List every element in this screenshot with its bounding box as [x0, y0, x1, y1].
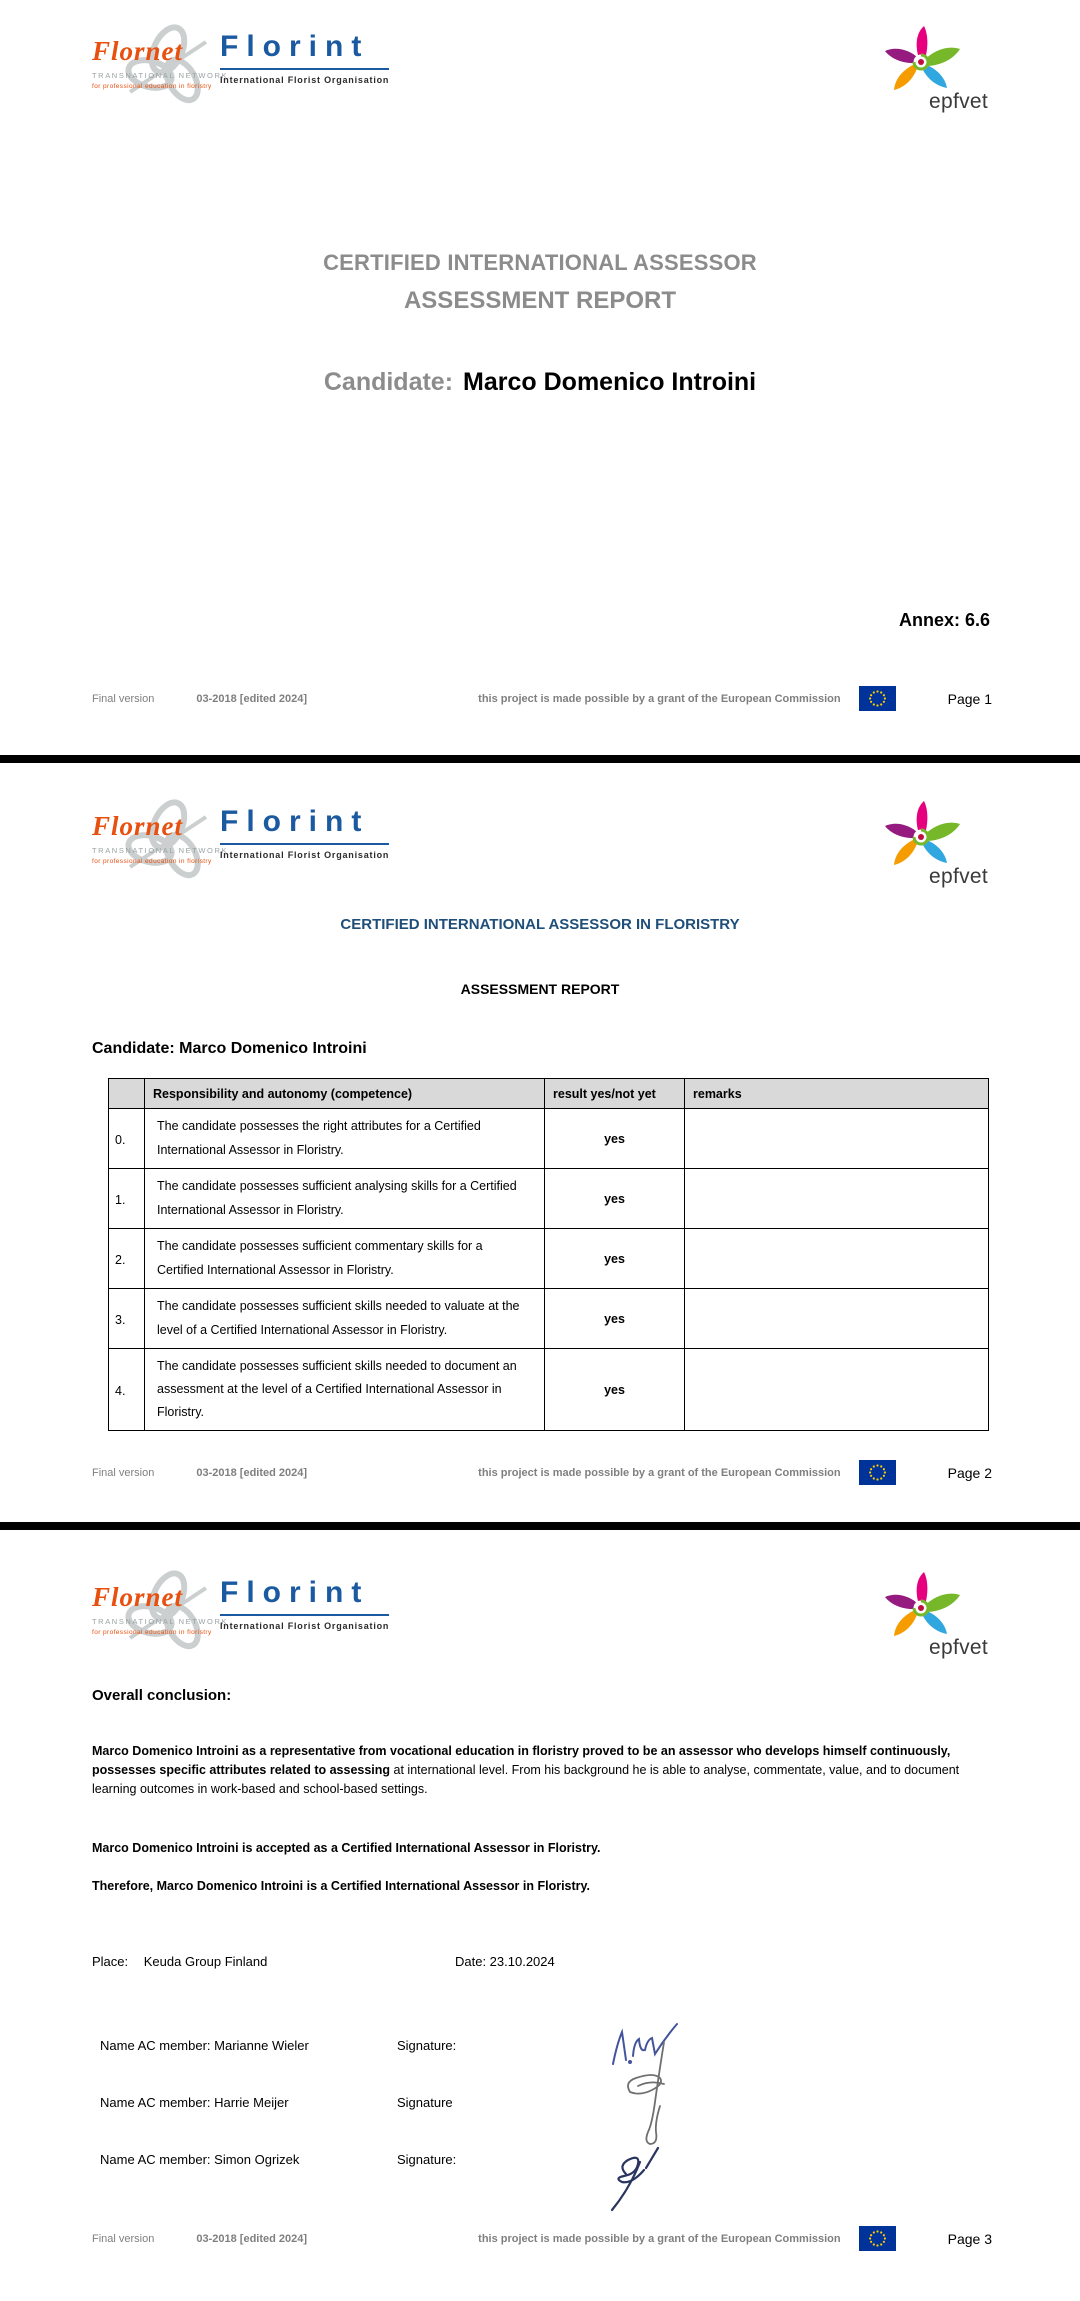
place-label: Place: — [92, 1954, 129, 1969]
florint-logo-text: Florint — [220, 1578, 389, 1616]
competence-text: The candidate possesses sufficient skills needed to valuate at the level of a Certified International Assessor in Floristry. — [145, 1289, 545, 1349]
florint-tagline: International Florist Organisation — [220, 75, 390, 85]
header-cell-num — [109, 1079, 145, 1109]
remarks-value — [685, 1169, 989, 1229]
table-row — [109, 1229, 989, 1289]
florint-tagline: International Florist Organisation — [220, 850, 390, 860]
florint-logo-text: Florint — [220, 807, 389, 845]
row-number: 3. — [109, 1289, 145, 1349]
annex-label: Annex: 6.6 — [898, 610, 990, 630]
epfvet-logo-text: epfvet — [928, 1636, 988, 1659]
footer-grant-note: this project is made possible by a grant of the European Commission — [478, 2232, 841, 2245]
page1-header — [92, 24, 988, 116]
row-number: 2. — [109, 1229, 145, 1289]
conclusion-bold-text: Marco Domenico Introini as a representative from vocational education in floristry proved to be an assessor who develops himself continuously, possesses specific attributes related to assessing — [92, 1744, 951, 1777]
result-value: yes — [545, 1289, 685, 1349]
florint-tagline: International Florist Organisation — [220, 1621, 390, 1631]
table-row — [109, 1289, 989, 1349]
eu-flag-icon — [859, 2226, 896, 2251]
footer-grant-note: this project is made possible by a grant of the European Commission — [478, 692, 841, 705]
remarks-value — [685, 1109, 989, 1169]
flornet-logo-text: Flornet — [92, 1582, 184, 1612]
flornet-tagline-2: for professional education in floristry — [92, 858, 212, 865]
remarks-value — [685, 1349, 989, 1431]
conclusion-title: Overall conclusion: — [92, 1687, 232, 1704]
result-value: yes — [545, 1169, 685, 1229]
flornet-tagline-2: for professional education in floristry — [92, 1629, 212, 1636]
remarks-value — [685, 1229, 989, 1289]
flornet-logo — [92, 811, 229, 865]
remarks-value — [685, 1289, 989, 1349]
page2-footer — [92, 1460, 992, 1485]
table-header-row — [109, 1079, 989, 1109]
page-number: Page 2 — [947, 1464, 992, 1481]
florint-logo — [220, 32, 389, 85]
competence-text: The candidate possesses the right attributes for a Certified International Assessor in Floristry. — [145, 1109, 545, 1169]
document-page-1 — [0, 0, 1080, 755]
flornet-tagline-2: for professional education in floristry — [92, 83, 212, 90]
signature-row — [100, 2095, 980, 2110]
flornet-logo-text: Flornet — [92, 36, 184, 66]
table-row — [109, 1169, 989, 1229]
page2-header — [92, 799, 988, 891]
florint-logo — [220, 1578, 389, 1631]
flornet-florint-logo — [92, 1570, 390, 1658]
signature-label: Signature — [397, 2095, 453, 2110]
conclusion-regular-text: at international level. From his background he is able to analyse, commentate, value, and to document learning outcomes in work-based and school-based settings. — [92, 1763, 960, 1796]
competence-text: The candidate possesses sufficient analysing skills for a Certified International Assessor in Floristry. — [145, 1169, 545, 1229]
flornet-logo — [92, 1582, 229, 1636]
page1-title-line2: ASSESSMENT REPORT — [403, 287, 677, 314]
row-number: 4. — [109, 1349, 145, 1431]
header-cell-remarks: remarks — [685, 1079, 989, 1109]
flornet-tagline-1: TRANSNATIONAL NETWORK — [92, 846, 229, 855]
flornet-logo — [92, 36, 229, 90]
page3-footer — [92, 2226, 992, 2251]
page1-footer — [92, 686, 992, 711]
page-separator — [0, 755, 1080, 763]
candidate-name: Marco Domenico Introini — [463, 368, 757, 396]
footer-version-label: Final version — [92, 692, 155, 705]
signature-label: Signature: — [397, 2038, 457, 2053]
footer-version-label: Final version — [92, 2232, 155, 2245]
date-value: Date: 23.10.2024 — [455, 1954, 555, 1969]
signature-simon-ogrizek — [600, 2140, 710, 2220]
document-page-2 — [0, 763, 1080, 1522]
eu-flag-icon — [859, 1460, 896, 1485]
flornet-tagline-1: TRANSNATIONAL NETWORK — [92, 71, 229, 80]
page-number: Page 3 — [947, 2230, 992, 2247]
header-cell-competence: Responsibility and autonomy (competence) — [145, 1079, 545, 1109]
ac-member-name: Name AC member: Harrie Meijer — [100, 2095, 289, 2110]
signature-row — [100, 2038, 980, 2053]
footer-version-date: 03-2018 [edited 2024] — [196, 1466, 308, 1479]
result-value: yes — [545, 1229, 685, 1289]
epfvet-logo — [878, 1570, 988, 1662]
table-row — [109, 1109, 989, 1169]
header-cell-result: result yes/not yet — [545, 1079, 685, 1109]
epfvet-logo-text: epfvet — [928, 90, 988, 113]
competence-text: The candidate possesses sufficient skills needed to document an assessment at the level of a Certified International Assessor in Floristry. — [145, 1349, 545, 1431]
acceptance-line: Marco Domenico Introini is accepted as a Certified International Assessor in Floristry. — [92, 1841, 601, 1855]
page2-heading: CERTIFIED INTERNATIONAL ASSESSOR IN FLORISTRY — [340, 916, 740, 933]
eu-flag-icon — [859, 686, 896, 711]
signature-label: Signature: — [397, 2152, 457, 2167]
footer-grant-note: this project is made possible by a grant of the European Commission — [478, 1466, 841, 1479]
page2-subheading: ASSESSMENT REPORT — [460, 981, 620, 997]
footer-version-date: 03-2018 [edited 2024] — [196, 692, 308, 705]
row-number: 0. — [109, 1109, 145, 1169]
epfvet-logo — [878, 24, 988, 116]
page2-candidate-line: Candidate: Marco Domenico Introini — [92, 1040, 367, 1057]
place-value: Keuda Group Finland — [143, 1954, 268, 1969]
florint-logo — [220, 807, 389, 860]
document-page-3 — [0, 1530, 1080, 2301]
epfvet-logo — [878, 799, 988, 891]
page-number: Page 1 — [947, 690, 992, 707]
flornet-logo-text: Flornet — [92, 811, 184, 841]
assessment-table — [108, 1078, 989, 1431]
epfvet-logo-text: epfvet — [928, 865, 988, 888]
florint-logo-text: Florint — [220, 32, 389, 70]
candidate-label: Candidate: — [323, 368, 454, 396]
competence-text: The candidate possesses sufficient commentary skills for a Certified International Assessor in Floristry. — [145, 1229, 545, 1289]
table-row — [109, 1349, 989, 1431]
row-number: 1. — [109, 1169, 145, 1229]
ac-member-name: Name AC member: Marianne Wieler — [100, 2038, 309, 2053]
page-separator — [0, 1522, 1080, 1530]
certification-line: Therefore, Marco Domenico Introini is a Certified International Assessor in Floristry. — [92, 1879, 591, 1893]
result-value: yes — [545, 1109, 685, 1169]
flornet-florint-logo — [92, 799, 390, 887]
result-value: yes — [545, 1349, 685, 1431]
ac-member-name: Name AC member: Simon Ogrizek — [100, 2152, 300, 2167]
conclusion-paragraph — [92, 1742, 997, 1799]
footer-version-label: Final version — [92, 1466, 155, 1479]
page1-candidate-line — [0, 368, 1080, 397]
page3-header — [92, 1570, 988, 1662]
footer-version-date: 03-2018 [edited 2024] — [196, 2232, 308, 2245]
flornet-florint-logo — [92, 24, 390, 112]
place-date-row — [92, 1954, 997, 1969]
signature-row — [100, 2152, 980, 2167]
flornet-tagline-1: TRANSNATIONAL NETWORK — [92, 1617, 229, 1626]
page1-title-line1: CERTIFIED INTERNATIONAL ASSESSOR — [323, 250, 757, 275]
